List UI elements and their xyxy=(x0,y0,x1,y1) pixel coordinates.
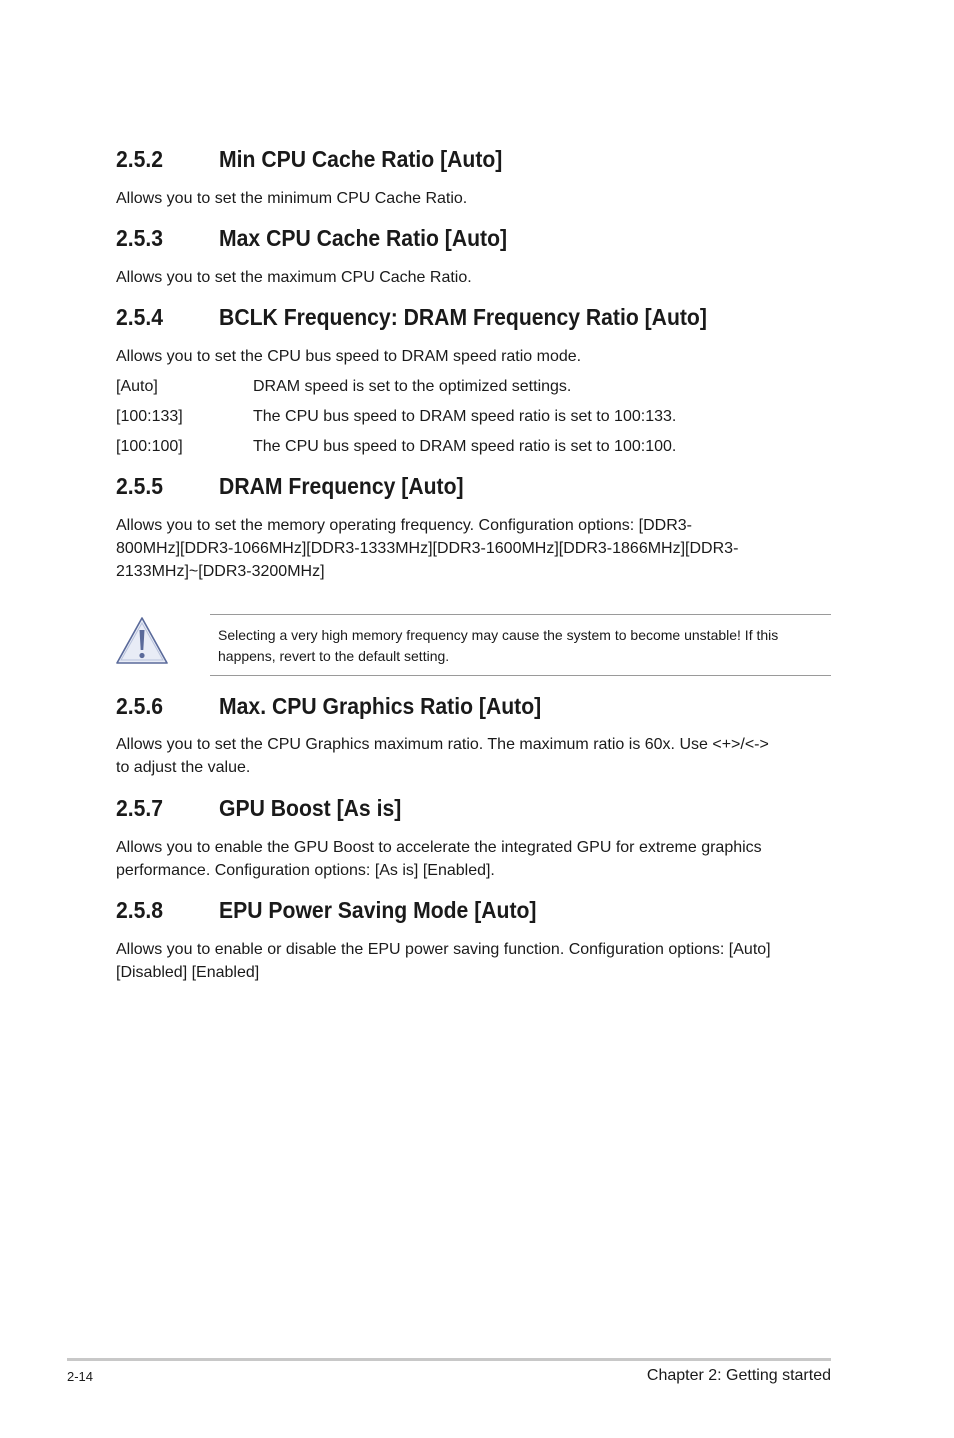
section-body-line: Allows you to enable the GPU Boost to accelerate the integrated GPU for extreme graphics xyxy=(116,839,762,856)
section-body-line: performance. Configuration options: [As is] [Enabled]. xyxy=(116,862,495,879)
warning-icon xyxy=(114,615,170,667)
option-key: [100:100] xyxy=(116,438,183,455)
caution-line: Selecting a very high memory frequency may cause the system to become unstable! If this xyxy=(218,627,779,643)
chapter-title: Chapter 2: Getting started xyxy=(646,1367,831,1384)
note-bottom-rule xyxy=(210,675,831,676)
section-heading-2-5-6: 2.5.6 Max. CPU Graphics Ratio [Auto] xyxy=(116,693,542,719)
section-body-line: 800MHz][DDR3-1066MHz][DDR3-1333MHz][DDR3-1600MHz][DDR3-1866MHz][DDR3- xyxy=(116,540,739,557)
caution-text xyxy=(218,625,833,667)
option-desc: DRAM speed is set to the optimized settings. xyxy=(253,378,572,395)
section-body-2-5-2: Allows you to set the minimum CPU Cache Ratio. xyxy=(116,190,468,207)
section-heading-2-5-8: 2.5.8 EPU Power Saving Mode [Auto] xyxy=(116,897,537,923)
section-body-2-5-3: Allows you to set the maximum CPU Cache Ratio. xyxy=(116,269,472,286)
note-top-rule xyxy=(210,614,831,615)
section-heading-2-5-7: 2.5.7 GPU Boost [As is] xyxy=(116,795,402,821)
section-body-line: 2133MHz]~[DDR3-3200MHz] xyxy=(116,563,325,580)
section-body-line: to adjust the value. xyxy=(116,759,251,776)
section-heading-2-5-2: 2.5.2 Min CPU Cache Ratio [Auto] xyxy=(116,146,503,172)
section-heading-2-5-5: 2.5.5 DRAM Frequency [Auto] xyxy=(116,473,464,499)
section-body-line: Allows you to set the memory operating frequency. Configuration options: [DDR3- xyxy=(116,517,692,534)
section-heading-2-5-3: 2.5.3 Max CPU Cache Ratio [Auto] xyxy=(116,225,508,251)
section-body-line: Allows you to set the CPU Graphics maximum ratio. The maximum ratio is 60x. Use <+>/<-> xyxy=(116,736,769,753)
section-body-line: Allows you to enable or disable the EPU power saving function. Configuration options: [Auto] xyxy=(116,941,771,958)
option-desc: The CPU bus speed to DRAM speed ratio is set to 100:133. xyxy=(253,408,677,425)
section-body-line: [Disabled] [Enabled] xyxy=(116,964,260,981)
option-desc: The CPU bus speed to DRAM speed ratio is set to 100:100. xyxy=(253,438,677,455)
footer-rule xyxy=(67,1358,831,1361)
option-key: [Auto] xyxy=(116,378,158,395)
section-heading-2-5-4: 2.5.4 BCLK Frequency: DRAM Frequency Ratio [Auto] xyxy=(116,304,707,330)
caution-line: happens, revert to the default setting. xyxy=(218,648,450,664)
option-key: [100:133] xyxy=(116,408,183,425)
page-number: 2-14 xyxy=(67,1369,94,1384)
section-body-2-5-4: Allows you to set the CPU bus speed to DRAM speed ratio mode. xyxy=(116,348,582,365)
